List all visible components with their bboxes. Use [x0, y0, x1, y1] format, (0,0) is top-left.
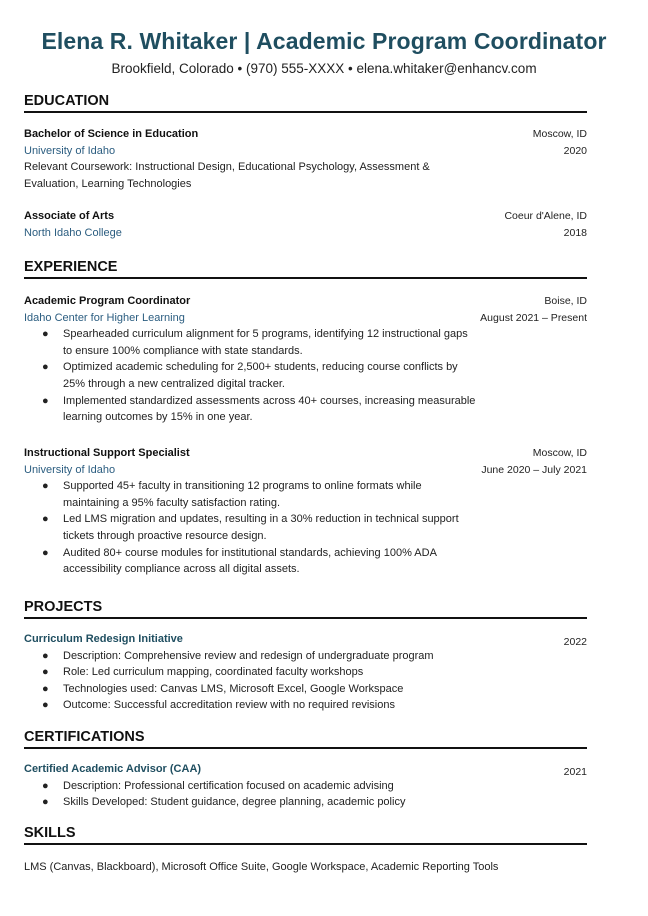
bullet-icon: ● [42, 682, 49, 695]
skills-list: LMS (Canvas, Blackboard), Microsoft Office Suite, Google Workspace, Academic Reporting Tools [24, 861, 499, 873]
certification-entry [24, 761, 587, 811]
section-title-certifications: CERTIFICATIONS [24, 729, 587, 749]
bullet-item: ● Spearheaded curriculum alignment for 5 programs, identifying 12 instructional gaps to ensure 100% compliance with state standards. [42, 328, 468, 357]
bullet-icon: ● [42, 666, 49, 679]
section-title-experience: EXPERIENCE [24, 259, 587, 279]
bullet-icon: ● [42, 328, 49, 341]
employer-name: University of Idaho [24, 463, 116, 476]
location: Coeur d'Alene, ID [504, 210, 587, 222]
bullet-item: ● Outcome: Successful accreditation review with no required revisions [24, 697, 543, 714]
job-title: Academic Program Coordinator [24, 295, 191, 307]
degree-title: Associate of Arts [24, 210, 115, 222]
bullet-list [24, 478, 587, 578]
bullet-item: ● Supported 45+ faculty in transitioning 12 programs to online formats while maintaining a 95% faculty satisfaction rating. [42, 480, 422, 509]
bullet-icon: ● [42, 796, 49, 809]
bullet-list [24, 648, 587, 714]
bullet-list [24, 778, 587, 811]
year: 2022 [563, 636, 587, 648]
bullet-icon: ● [42, 779, 49, 792]
section-title-projects: PROJECTS [24, 599, 587, 619]
experience-entry [24, 293, 587, 426]
dates: August 2021 – Present [480, 311, 587, 324]
certification-title: Certified Academic Advisor (CAA) [24, 763, 202, 775]
project-title: Curriculum Redesign Initiative [24, 633, 183, 645]
location: Moscow, ID [532, 128, 587, 140]
year: 2021 [563, 766, 587, 778]
bullet-item: ● Skills Developed: Student guidance, degree planning, academic policy [24, 794, 543, 811]
education-entry [24, 208, 587, 241]
bullet-icon: ● [42, 513, 49, 526]
section-title-education: EDUCATION [24, 93, 587, 113]
bullet-item: ● Optimized academic scheduling for 2,500+ students, reducing course conflicts by 25% through a new centralized digital tracker. [42, 361, 458, 390]
bullet-icon: ● [42, 546, 49, 559]
dates: June 2020 – July 2021 [481, 463, 587, 476]
project-entry [24, 631, 587, 714]
bullet-item: ● Technologies used: Canvas LMS, Microsoft Excel, Google Workspace [24, 681, 543, 698]
job-title: Instructional Support Specialist [24, 447, 190, 459]
experience-entry [24, 445, 587, 578]
coursework-line: Relevant Coursework: Instructional Design, Educational Psychology, Assessment & [24, 161, 430, 174]
school-name: North Idaho College [24, 226, 122, 239]
school-name: University of Idaho [24, 144, 116, 157]
bullet-item: ● Implemented standardized assessments across 40+ courses, increasing measurable learning outcomes by 15% in one year. [42, 394, 476, 424]
bullet-item: ● Description: Comprehensive review and redesign of undergraduate program [24, 648, 543, 665]
degree-title: Bachelor of Science in Education [24, 128, 199, 140]
contact-line: Brookfield, Colorado • (970) 555-XXXX • elena.whitaker@enhancv.com [111, 61, 537, 76]
coursework-line: Evaluation, Learning Technologies [24, 177, 192, 190]
bullet-item: ● Role: Led curriculum mapping, coordinated faculty workshops [24, 664, 543, 681]
location: Boise, ID [544, 295, 587, 307]
bullet-list [24, 326, 587, 426]
year: 2018 [563, 226, 587, 239]
bullet-icon: ● [42, 480, 49, 493]
bullet-icon: ● [42, 699, 49, 712]
bullet-icon: ● [42, 394, 49, 407]
bullet-item: ● Led LMS migration and updates, resulting in a 30% reduction in technical support tickets through proactive resource design. [42, 513, 459, 542]
bullet-item: ● Description: Professional certification focused on academic advising [24, 778, 543, 795]
year: 2020 [563, 144, 587, 157]
location: Moscow, ID [532, 447, 587, 459]
bullet-icon: ● [42, 361, 49, 374]
education-entry [24, 126, 587, 192]
bullet-item: ● Audited 80+ course modules for institutional standards, achieving 100% ADA accessibility compliance across all digital assets. [42, 546, 437, 576]
employer-name: Idaho Center for Higher Learning [24, 311, 185, 324]
bullet-icon: ● [42, 649, 49, 662]
name-title: Elena R. Whitaker | Academic Program Coordinator [41, 28, 607, 54]
section-title-skills: SKILLS [24, 825, 587, 845]
